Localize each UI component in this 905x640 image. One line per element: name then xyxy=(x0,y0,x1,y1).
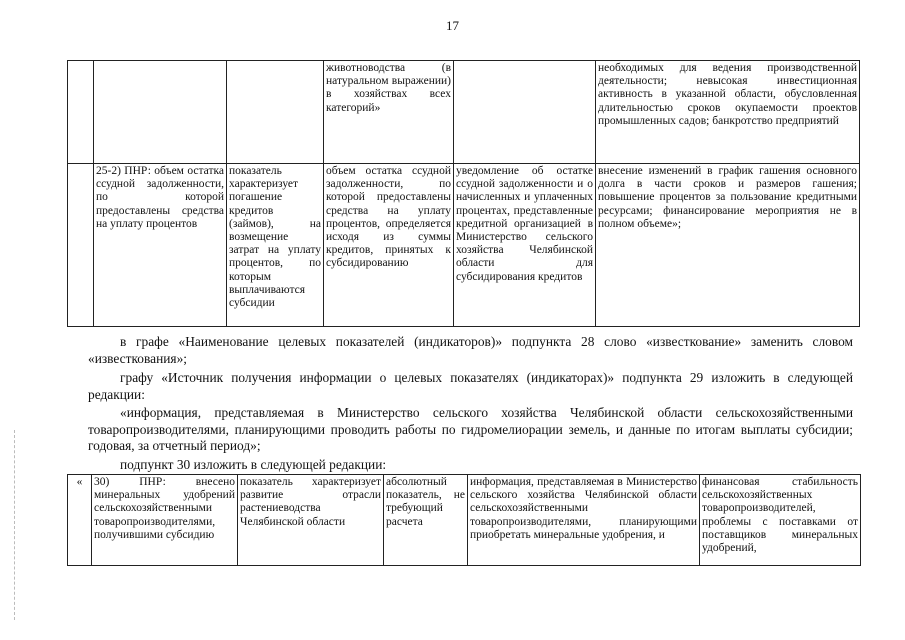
information-source-cell: информация, представляемая в Министерство сельского хозяйства Челябинской области сельскохозяйственными товаропроизводителями, планирующими приобретать минеральные удобрения, и xyxy=(468,475,700,566)
indicator-description-cell: показатель характеризует развитие отрасли растениеводства Челябинской области xyxy=(238,475,384,566)
table-cell: необходимых для ведения производственной деятельности; невысокая инвестиционная активность в указанной области, обусловленная длительностью сроков окупаемости проектов промышленных садов; банкротство предприятий xyxy=(596,61,860,164)
table-cell xyxy=(68,61,94,164)
paragraph-text: графу «Источник получения информации о целевых показателях (индикаторах)» подпункта 29 изложить в следующей редакции: xyxy=(88,370,853,402)
table-cell xyxy=(68,164,94,327)
risk-factors-cell: внесение изменений в график гашения основного долга в части сроков и размеров гашения; повышение процентов за пользование кредитными ресурсами; финансирование мероприятия не в полном объеме»; xyxy=(596,164,860,327)
amendment-paragraph xyxy=(88,370,853,403)
table-row xyxy=(68,164,860,327)
table-cell xyxy=(227,61,324,164)
amendment-paragraph xyxy=(88,405,853,455)
table-row xyxy=(68,475,861,566)
table-cell xyxy=(94,61,227,164)
table-cell xyxy=(454,61,596,164)
risk-factors-cell: финансовая стабильность сельскохозяйственных товаропроизводителей, проблемы с поставками от поставщиков минеральных удобрений, xyxy=(700,475,861,566)
amendment-paragraph xyxy=(88,457,853,474)
quote-mark-cell: « xyxy=(68,475,92,566)
information-source-cell: уведомление об остатке ссудной задолженности и о начисленных и уплаченных процентах, представленные кредитной организацией в Министерство сельского хозяйства Челябинской области для субсидирования кредитов xyxy=(454,164,596,327)
indicator-name-cell: 25-2) ПНР: объем остатка ссудной задолженности, по которой предоставлены средства на уплату процентов xyxy=(94,164,227,327)
indicators-table-continued xyxy=(67,60,860,327)
calculation-method-cell: объем остатка ссудной задолженности, по которой предоставлены средства на уплату процентов, определяется исходя из суммы кредитов, принятых к субсидированию xyxy=(324,164,454,327)
table-row xyxy=(68,61,860,164)
scan-edge-mark xyxy=(14,430,16,620)
paragraph-text: в графе «Наименование целевых показателей (индикаторов)» подпункта 28 слово «известкование» заменить словом «известкования»; xyxy=(88,334,853,366)
indicator-description-cell: показатель характеризует погашение кредитов (займов), на возмещение затрат на уплату процентов, по которым выплачиваются субсидии xyxy=(227,164,324,327)
paragraph-text: подпункт 30 изложить в следующей редакции: xyxy=(120,457,387,472)
calculation-method-cell: абсолютный показатель, не требующий расчета xyxy=(384,475,468,566)
indicator-name-cell: 30) ПНР: внесено минеральных удобрений сельскохозяйственными товаропроизводителями, получившими субсидию xyxy=(92,475,238,566)
paragraph-text: «информация, представляемая в Министерство сельского хозяйства Челябинской области сельскохозяйственными товаропроизводителями, планирующими проводить работы по гидромелиорации земель, и данные по итогам выплаты субсидии; годовая, за отчетный период»; xyxy=(88,405,853,453)
subparagraph-30-table xyxy=(67,474,861,566)
amendment-paragraph xyxy=(88,334,853,367)
page-number: 17 xyxy=(446,18,459,33)
table-cell: животноводства (в натуральном выражении) в хозяйствах всех категорий» xyxy=(324,61,454,164)
